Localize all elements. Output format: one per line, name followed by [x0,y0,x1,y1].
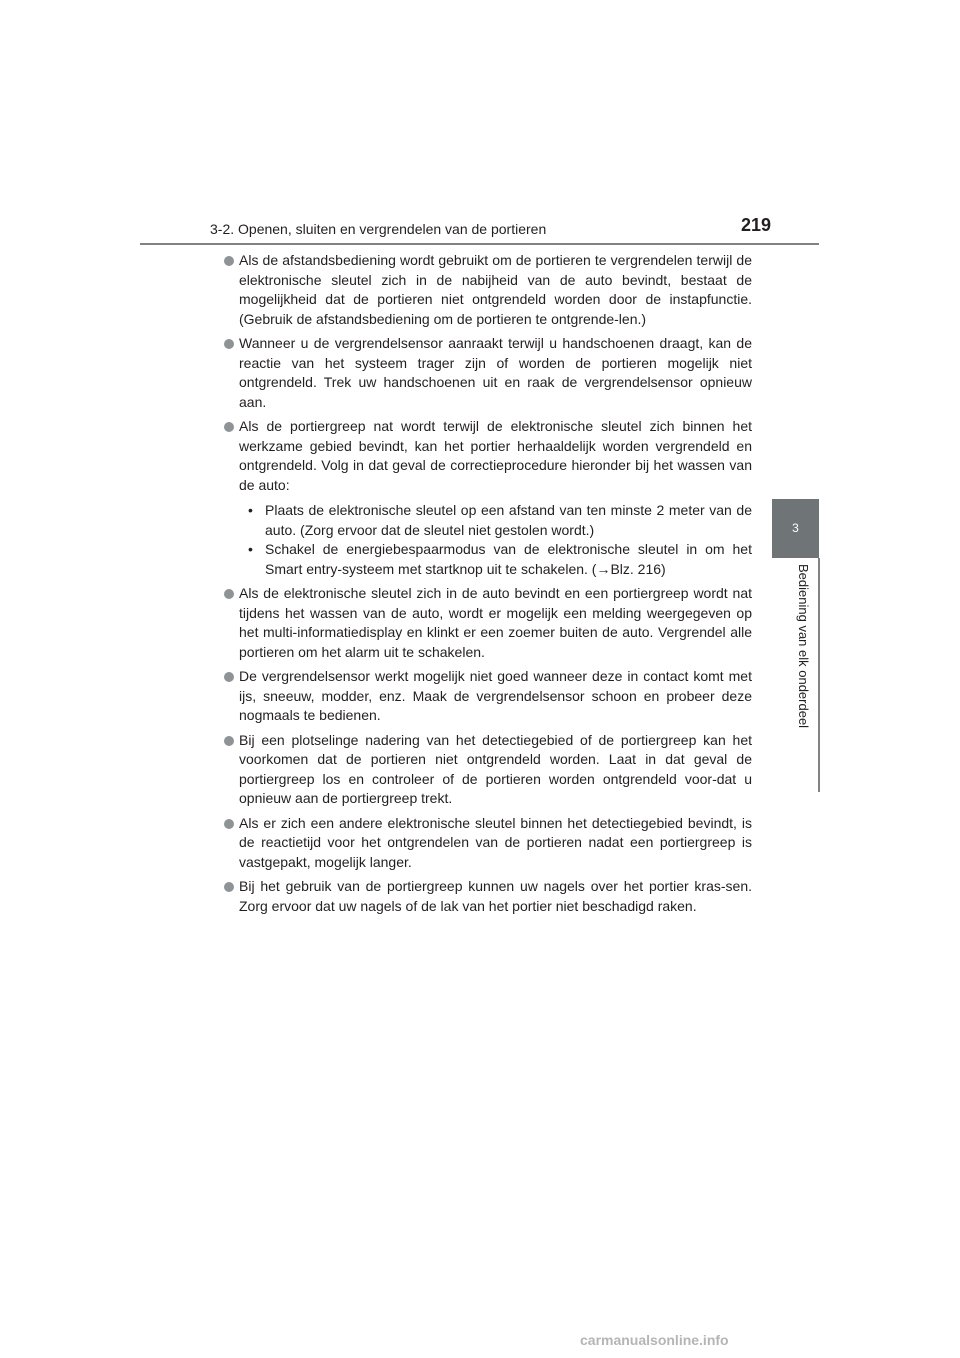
chapter-tab [772,499,819,558]
bullet-text: Als de afstandsbediening wordt gebruikt om de portieren te vergrendelen terwijl de elektronische sleutel zich in de nabijheid van de auto bevindt, bestaat de mogelijkheid dat de portieren niet ontgrendeld worden door de instapfunctie. (Gebruik de afstandsbediening om de portieren te ontgrende-len.) [239,252,752,327]
bullet-item [222,814,752,873]
bullet-item [222,877,752,916]
bullet-dot-icon [224,882,234,892]
bullet-text: Als de elektronische sleutel zich in de auto bevindt en een portiergreep wordt nat tijdens het wassen van de auto, wordt er mogelijk een melding weergegeven op het multi-informatiedisplay en klinkt er een zoemer buiten de auto. Vergrendel alle portieren om het alarm uit te schakelen. [239,585,752,660]
sub-bullet: • [248,502,253,518]
bullet-text: De vergrendelsensor werkt mogelijk niet goed wanneer deze in contact komt met ijs, sneeuw, modder, enz. Maak de vergrendelsensor schoon en probeer deze nogmaals te bedienen. [239,668,752,723]
sub-list [239,501,752,579]
page-number: 219 [740,215,771,235]
bullet-text: Bij een plotselinge nadering van het detectiegebied of de portiergreep kan het voorkomen dat de portieren niet ontgrendeld worden. Laat in dat geval de portiergreep los en controleer of de portieren worden ontgrendeld voor-dat u opnieuw aan de portiergreep trekt. [239,731,752,806]
sub-list-item [248,501,752,540]
bullet-dot-icon [224,736,234,746]
chapter-label: Bediening van elk onderdeel [796,564,811,729]
chapter-side-bar [818,558,820,792]
watermark: carmanualsonline.info [580,1332,729,1348]
bullet-dot-icon [224,256,234,266]
sub-item-text: Plaats de elektronische sleutel op een afstand van ten minste 2 meter van de auto. (Zorg ervoor dat de sleutel niet gestolen wordt.) [265,502,752,538]
bullet-text: Bij het gebruik van de portiergreep kunnen uw nagels over het portier kras-sen. Zorg ervoor dat uw nagels of de lak van het portier niet beschadigd raken. [239,878,752,914]
bullet-dot-icon [224,819,234,829]
bullet-text: Wanneer u de vergrendelsensor aanraakt terwijl u handschoenen draagt, kan de reactie van het systeem trager zijn of worden de portieren mogelijk niet ontgrendeld. Trek uw handschoenen uit en raak de vergrendelsensor opnieuw aan. [239,335,752,410]
bullet-text: Als er zich een andere elektronische sleutel binnen het detectiegebied bevindt, is de reactietijd voor het ontgrendelen van de portieren nadat een portiergreep is vastgepakt, mogelijk langer. [239,814,752,870]
chapter-number: 3 [792,521,799,535]
bullet-item [222,584,752,662]
bullet-item [222,667,752,726]
bullet-item [222,334,752,412]
sub-item-text: Schakel de energiebespaarmodus van de elektronische sleutel in om het Smart entry-systeem met startknop uit te schakelen. (→Blz. 216) [265,541,752,577]
bullet-item [222,417,752,579]
sub-list-item [248,540,752,579]
bullet-dot-icon [224,339,234,349]
bullet-dot-icon [224,422,234,432]
page-header [140,0,819,248]
bullet-item [222,251,752,329]
section-title: 3-2. Openen, sluiten en vergrendelen van de portieren [210,221,547,237]
content-body [222,251,752,921]
bullet-dot-icon [224,589,234,599]
header-rule [140,243,819,245]
bullet-item [222,731,752,809]
bullet-text: Als de portiergreep nat wordt terwijl de elektronische sleutel zich binnen het werkzame gebied bevindt, kan het portier herhaaldelijk worden vergrendeld en ontgrendeld. Volg in dat geval de correctieprocedure hieronder bij het wassen van de auto: [239,418,752,493]
bullet-dot-icon [224,672,234,682]
sub-bullet: • [248,541,253,557]
